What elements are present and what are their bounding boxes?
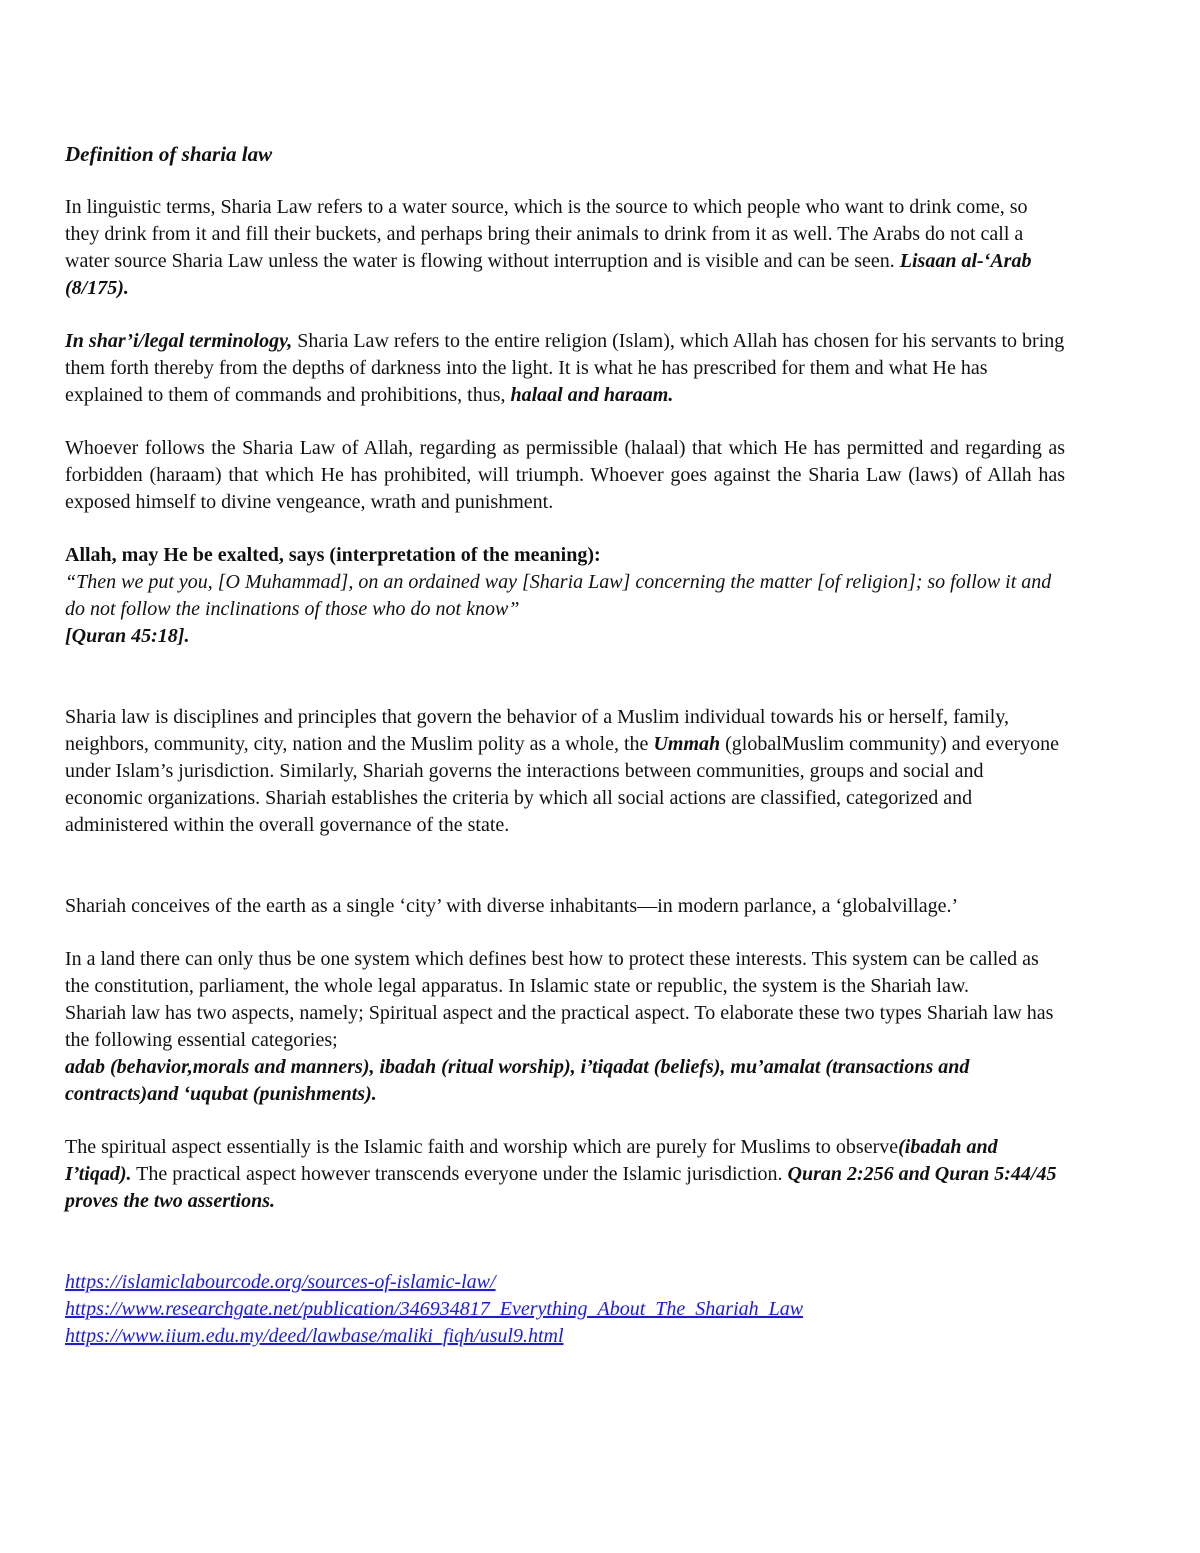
reference-links: [65, 1269, 1065, 1350]
legal-terminology-text: Sharia Law refers to the entire religion (Islam), which Allah has chosen for his servants to bring them forth thereby from the depths of darkness into the light. It is what he has prescribed for them and what He has explained to them of commands and prohibitions, thus,: [65, 330, 1065, 406]
quran-proof: Quran 2:256 and Quran 5:44/45 proves the two assertions.: [65, 1163, 1057, 1212]
reference-link-islamiclabourcode[interactable]: https://islamiclabourcode.org/sources-of-islamic-law/: [65, 1271, 496, 1293]
quran-quote-block: [65, 542, 1065, 650]
disciplines-paragraph: [65, 704, 1065, 839]
follows-sharia-paragraph: Whoever follows the Sharia Law of Allah, regarding as permissible (halaal) that which He has permitted and regarding as forbidden (haraam) that which He has prohibited, will triumph. Whoever goes against the Sharia Law (laws) of Allah has exposed himself to divine vengeance, wrath and punishment.: [65, 437, 1065, 513]
reference-link-iium[interactable]: https://www.iium.edu.my/deed/lawbase/maliki_fiqh/usul9.html: [65, 1325, 564, 1347]
linguistic-definition-paragraph: [65, 194, 1065, 302]
system-text-1: In a land there can only thus be one system which defines best how to protect these interests. This system can be called as the constitution, parliament, the whole legal apparatus. In Islamic state or republic, the system is the Shariah law.: [65, 948, 1039, 997]
halaal-haraam-emphasis: halaal and haraam.: [510, 384, 674, 406]
spiritual-text-2: The practical aspect however transcends everyone under the Islamic jurisdiction.: [131, 1163, 788, 1185]
disciplines-text-1: Sharia law is disciplines and principles that govern the behavior of a Muslim individual towards his or herself, family, neighbors, community, city, nation and the Muslim polity as a whole, the: [65, 706, 1010, 755]
legal-terminology-paragraph: [65, 328, 1065, 409]
ibadah-term: (ibadah and I’tiqad).: [65, 1136, 998, 1185]
disciplines-text-2: (globalMuslim community) and everyone under Islam’s jurisdiction. Similarly, Shariah governs the interactions between communities, groups and social and economic organizations. Shariah establishes the criteria by which all social actions are classified, categorized and administered within the overall governance of the state.: [65, 733, 1059, 836]
system-paragraph-block: [65, 946, 1065, 1108]
reference-link-researchgate[interactable]: https://www.researchgate.net/publication/346934817_Everything_About_The_Shariah_Law: [65, 1298, 804, 1320]
quote-reference: [Quran 45:18].: [65, 625, 190, 647]
document-body: [65, 140, 1065, 1350]
lisaan-citation: Lisaan al-‘Arab (8/175).: [65, 250, 1032, 299]
linguistic-definition-text: In linguistic terms, Sharia Law refers to a water source, which is the source to which people who want to drink come, so they drink from it and fill their buckets, and perhaps bring their animals to drink from it as well. The Arabs do not call a water source Sharia Law unless the water is flowing without interruption and is visible and can be seen.: [65, 196, 1028, 272]
spiritual-text-1: The spiritual aspect essentially is the Islamic faith and worship which are purely for Muslims to observe: [65, 1136, 899, 1158]
legal-terminology-lead: In shar’i/legal terminology,: [65, 330, 293, 352]
quote-heading: Allah, may He be exalted, says (interpretation of the meaning):: [65, 544, 601, 566]
categories-list: adab (behavior,morals and manners), ibadah (ritual worship), i’tiqadat (beliefs), mu’amalat (transactions and contracts)and ‘uqubat (punishments).: [65, 1056, 970, 1105]
system-text-2: Shariah law has two aspects, namely; Spiritual aspect and the practical aspect. To elaborate these two types Shariah law has the following essential categories;: [65, 1002, 1054, 1051]
ummah-term: Ummah: [653, 733, 721, 755]
global-city-paragraph: Shariah conceives of the earth as a single ‘city’ with diverse inhabitants—in modern parlance, a ‘globalvillage.’: [65, 895, 959, 917]
spiritual-aspect-paragraph: [65, 1134, 1065, 1215]
quote-text: “Then we put you, [O Muhammad], on an ordained way [Sharia Law] concerning the matter [of religion]; so follow it and do not follow the inclinations of those who do not know”: [65, 571, 1052, 620]
page-title: Definition of sharia law: [65, 142, 273, 166]
